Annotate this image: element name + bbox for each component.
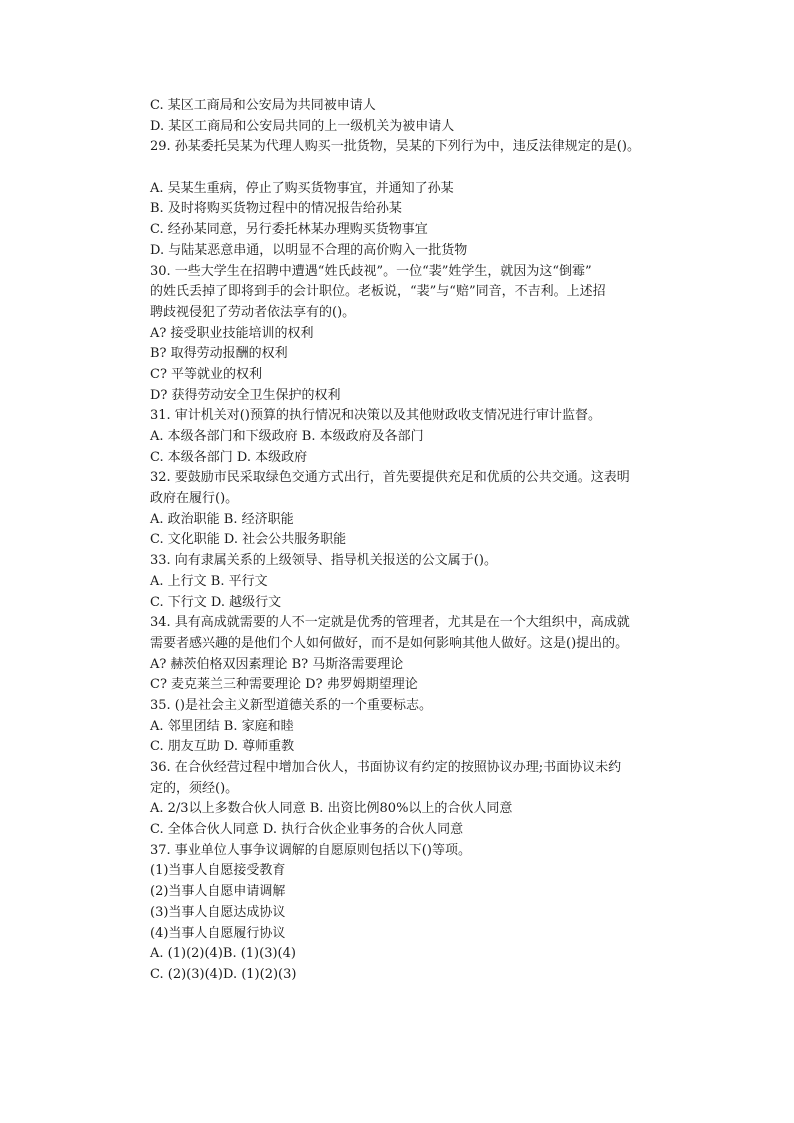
text-line: 的姓氏丢掉了即将到手的会计职位。老板说，“裴”与“赔”同音，不吉利。上述招 — [150, 284, 606, 300]
option-line: D. 与陆某恶意串通，以明显不合理的高价购入一批货物 — [150, 242, 468, 258]
option-line: A. 政治职能 B. 经济职能 — [150, 511, 294, 527]
option-line: A. (1)(2)(4)B. (1)(3)(4) — [150, 946, 296, 962]
blank-line — [150, 158, 690, 179]
option-line: A? 接受职业技能培训的权利 — [150, 325, 314, 341]
text-line: C. 某区工商局和公安局为共同被申请人 — [150, 98, 376, 113]
text-line: 定的，须经()。 — [150, 780, 239, 796]
option-line: C. (2)(3)(4)D. (1)(2)(3) — [150, 966, 297, 982]
option-line: A? 赫茨伯格双因素理论 B? 马斯洛需要理论 — [150, 656, 404, 672]
question-33: 33. 向有隶属关系的上级领导、指导机关报送的公文属于()。 — [150, 553, 497, 569]
text-line: D. 某区工商局和公安局共同的上一级机关为被申请人 — [150, 118, 455, 134]
text-line: 需要者感兴趣的是他们个人如何做好，而不是如何影响其他人做好。这是()提出的。 — [150, 635, 629, 651]
option-line: B. 及时将购买货物过程中的情况报告给孙某 — [150, 201, 402, 217]
question-29: 29. 孙某委托吴某为代理人购买一批货物，吴某的下列行为中，违反法律规定的是()。 — [150, 139, 640, 155]
option-line: C. 下行文 D. 越级行文 — [150, 594, 282, 610]
option-line: D? 获得劳动安全卫生保护的权利 — [150, 387, 341, 403]
option-line: C. 本级各部门 D. 本级政府 — [150, 449, 308, 465]
question-30: 30. 一些大学生在招聘中遭遇“姓氏歧视”。一位“裴”姓学生，就因为这“倒霉” — [150, 263, 592, 279]
question-37: 37. 事业单位人事争议调解的自愿原则包括以下()等项。 — [150, 842, 471, 858]
question-35: 35. ()是社会主义新型道德关系的一个重要标志。 — [150, 697, 432, 713]
option-line: C. 全体合伙人同意 D. 执行合伙企业事务的合伙人同意 — [150, 822, 464, 838]
option-line: A. 邻里团结 B. 家庭和睦 — [150, 718, 294, 734]
option-line: A. 本级各部门和下级政府 B. 本级政府及各部门 — [150, 429, 424, 444]
option-line: C. 文化职能 D. 社会公共服务职能 — [150, 532, 347, 548]
question-31: 31. 审计机关对()预算的执行情况和决策以及其他财政收支情况进行审计监督。 — [150, 408, 601, 424]
option-line: A. 上行文 B. 平行文 — [150, 573, 268, 589]
list-item: (2)当事人自愿申请调解 — [150, 884, 286, 900]
document-body — [150, 96, 690, 986]
option-line: A. 吴某生重病，停止了购买货物事宜，并通知了孙某 — [150, 180, 454, 196]
list-item: (1)当事人自愿接受教育 — [150, 863, 286, 879]
question-34: 34. 具有高成就需要的人不一定就是优秀的管理者，尤其是在一个大组织中，高成就 — [150, 615, 630, 631]
question-36: 36. 在合伙经营过程中增加合伙人，书面协议有约定的按照协议办理;书面协议未约 — [150, 760, 622, 775]
option-line: A. 2/3以上多数合伙人同意 B. 出资比例80%以上的合伙人同意 — [150, 801, 513, 817]
text-line: 政府在履行()。 — [150, 491, 239, 507]
option-line: C? 麦克莱兰三种需要理论 D? 弗罗姆期望理论 — [150, 677, 418, 693]
list-item: (3)当事人自愿达成协议 — [150, 904, 286, 920]
text-line: 聘歧视侵犯了劳动者依法享有的()。 — [150, 304, 356, 320]
option-line: C? 平等就业的权利 — [150, 366, 263, 382]
question-32: 32. 要鼓励市民采取绿色交通方式出行，首先要提供充足和优质的公共交通。这表明 — [150, 470, 630, 486]
option-line: C. 经孙某同意，另行委托林某办理购买货物事宜 — [150, 222, 428, 238]
option-line: B? 取得劳动报酬的权利 — [150, 346, 288, 362]
option-line: C. 朋友互助 D. 尊师重教 — [150, 739, 295, 755]
list-item: (4)当事人自愿履行协议 — [150, 925, 286, 941]
